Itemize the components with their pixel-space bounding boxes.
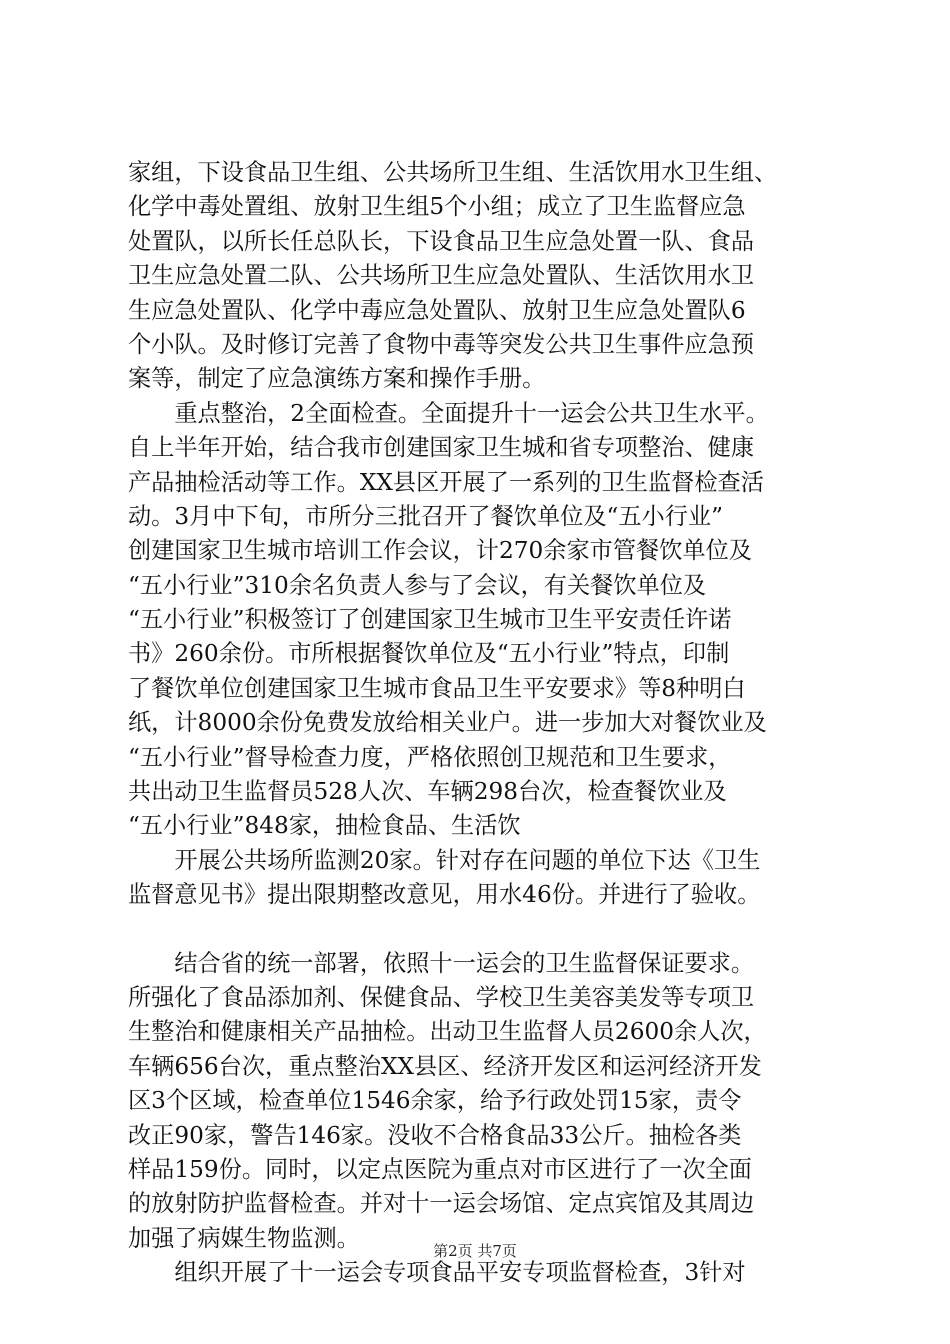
text-line: 化学中毒处置组、放射卫生组5个小组；成立了卫生监督应急 <box>128 193 746 221</box>
text-line: 处置队，以所长任总队长，下设食品卫生应急处置一队、食品 <box>128 227 755 255</box>
text-line: 生整治和健康相关产品抽检。出动卫生监督人员2600余人次， <box>128 1018 767 1046</box>
text-line: 产品抽检活动等工作。XX县区开展了一系列的卫生监督检查活 <box>128 468 764 496</box>
text-line: 创建国家卫生城市培训工作会议，计270余家市管餐饮单位及 <box>128 537 752 565</box>
text-line: “五小行业”848家，抽检食品、生活饮 <box>128 812 521 840</box>
page-number: 第2页 共7页 <box>433 1242 517 1260</box>
text-line: 案等，制定了应急演练方案和操作手册。 <box>128 365 546 393</box>
paragraph-key-rectification <box>128 397 828 844</box>
text-line: 加强了病媒生物监测。 <box>128 1224 360 1252</box>
paragraph-special-supervision <box>128 947 828 1257</box>
text-line: “五小行业”积极签订了创建国家卫生城市卫生平安责任许诺 <box>128 606 732 634</box>
text-line: 动。3月中下旬，市所分三批召开了餐饮单位及“五小行业” <box>128 502 723 530</box>
text-line: 监督意见书》提出限期整改意见，用水46份。并进行了验收。 <box>128 881 761 909</box>
paragraph-spacer <box>128 913 828 947</box>
text-line: 自上半年开始，结合我市创建国家卫生城和省专项整治、健康 <box>128 434 755 462</box>
text-line: 结合省的统一部署，依照十一运会的卫生监督保证要求。 <box>128 949 755 977</box>
text-line: 书》260余份。市所根据餐饮单位及“五小行业”特点，印制 <box>128 640 730 668</box>
text-line: 样品159份。同时，以定点医院为重点对市区进行了一次全面 <box>128 1155 752 1183</box>
text-line: 组织开展了十一运会专项食品平安专项监督检查，3针对 <box>128 1259 746 1287</box>
text-line: 共出动卫生监督员528人次、车辆298台次，检查餐饮业及 <box>128 778 727 806</box>
text-line: 所强化了食品添加剂、保健食品、学校卫生美容美发等专项卫 <box>128 983 755 1011</box>
text-line: 的放射防护监督检查。并对十一运会场馆、定点宾馆及其周边 <box>128 1190 755 1218</box>
text-line: 开展公共场所监测20家。针对存在问题的单位下达《卫生 <box>128 846 761 874</box>
paragraph-food-safety <box>128 1256 828 1290</box>
paragraph-public-places <box>128 844 828 913</box>
text-line: 个小队。及时修订完善了食物中毒等突发公共卫生事件应急预 <box>128 330 755 358</box>
paragraph-emergency-teams <box>128 156 828 397</box>
text-line: 纸，计8000余份免费发放给相关业户。进一步加大对餐饮业及 <box>128 709 767 737</box>
text-line: 生应急处置队、化学中毒应急处置队、放射卫生应急处置队6 <box>128 296 746 324</box>
document-body <box>128 156 828 1291</box>
text-line: 改正90家，警告146家。没收不合格食品33公斤。抽检各类 <box>128 1121 742 1149</box>
text-line: 家组，下设食品卫生组、公共场所卫生组、生活饮用水卫生组、 <box>128 159 778 186</box>
text-line: 车辆656台次，重点整治XX县区、经济开发区和运河经济开发 <box>128 1052 762 1080</box>
text-line: 了餐饮单位创建国家卫生城市食品卫生平安要求》等8种明白 <box>128 674 746 702</box>
text-line: “五小行业”督导检查力度，严格依照创卫规范和卫生要求， <box>128 743 732 771</box>
text-line: 卫生应急处置二队、公共场所卫生应急处置队、生活饮用水卫 <box>128 262 755 290</box>
text-line: “五小行业”310余名负责人参与了会议，有关餐饮单位及 <box>128 571 707 599</box>
text-line: 区3个区域，检查单位1546余家，给予行政处罚15家，责令 <box>128 1087 742 1115</box>
text-line: 重点整治，2全面检查。全面提升十一运会公共卫生水平。 <box>128 399 769 427</box>
